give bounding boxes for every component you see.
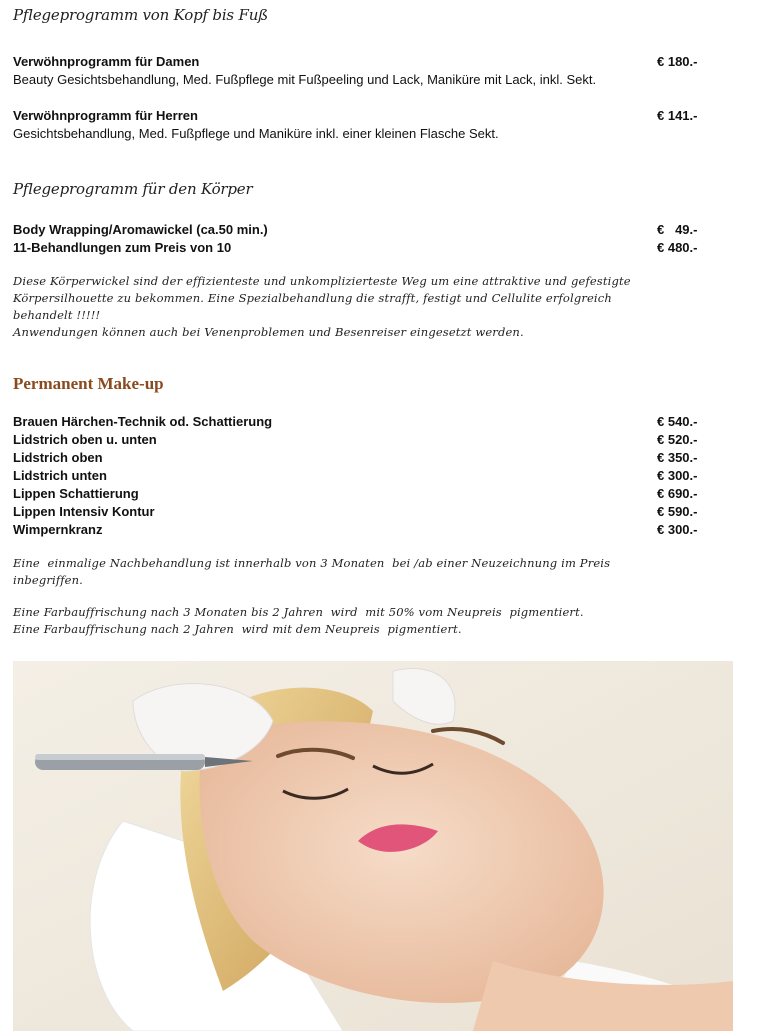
item-price-gentlemen: € 141.-: [657, 108, 698, 123]
section-heading-permanent-makeup: Permanent Make-up: [13, 374, 164, 393]
item-price: € 300.-: [657, 468, 698, 483]
note-line: Körpersilhouette zu bekommen. Eine Spezialbehandlung die strafft, festigt und Cellulite erfolgreich: [13, 291, 612, 305]
item-title: Lidstrich oben u. unten: [13, 432, 157, 447]
item-price-body-wrapping: € 49.-: [657, 222, 698, 237]
item-price: € 540.-: [657, 414, 698, 429]
note-line: Eine Farbauffrischung nach 3 Monaten bis 2 Jahren wird mit 50% vom Neupreis pigmentiert.: [13, 605, 584, 619]
note-line: inbegriffen.: [13, 573, 83, 587]
item-price-eleven-treatments: € 480.-: [657, 240, 698, 255]
note-line: Eine einmalige Nachbehandlung ist innerhalb von 3 Monaten bei /ab einer Neuzeichnung im Preis: [13, 556, 611, 570]
item-title: Lidstrich unten: [13, 468, 107, 483]
item-price: € 690.-: [657, 486, 698, 501]
note-line: Anwendungen können auch bei Venenproblemen und Besenreiser eingesetzt werden.: [13, 325, 524, 339]
item-title: Lippen Intensiv Kontur: [13, 504, 155, 519]
item-desc-gentlemen: Gesichtsbehandlung, Med. Fußpflege und Maniküre inkl. einer kleinen Flasche Sekt.: [13, 126, 499, 141]
section-heading-body: Pflegeprogramm für den Körper: [13, 180, 253, 198]
note-line: behandelt !!!!!: [13, 308, 101, 322]
item-title: Wimpernkranz: [13, 522, 103, 537]
item-title: Lidstrich oben: [13, 450, 103, 465]
item-title-eleven-treatments: 11-Behandlungen zum Preis von 10: [13, 240, 232, 255]
item-price: € 590.-: [657, 504, 698, 519]
item-price: € 350.-: [657, 450, 698, 465]
item-title: Brauen Härchen-Technik od. Schattierung: [13, 414, 273, 429]
item-price: € 520.-: [657, 432, 698, 447]
note-line: Diese Körperwickel sind der effizienteste und unkomplizierteste Weg um eine attraktive und gefestigte: [13, 274, 631, 288]
item-desc-ladies: Beauty Gesichtsbehandlung, Med. Fußpflege mit Fußpeeling und Lack, Maniküre mit Lack, inkl. Sekt.: [13, 72, 597, 87]
section-heading-head-to-toe: Pflegeprogramm von Kopf bis Fuß: [13, 6, 268, 24]
permanent-makeup-photo: [13, 661, 733, 1031]
item-title-body-wrapping: Body Wrapping/Aromawickel (ca.50 min.): [13, 222, 268, 237]
item-title: Lippen Schattierung: [13, 486, 139, 501]
item-title-gentlemen: Verwöhnprogramm für Herren: [13, 108, 198, 123]
note-line: Eine Farbauffrischung nach 2 Jahren wird mit dem Neupreis pigmentiert.: [13, 622, 462, 636]
item-title-ladies: Verwöhnprogramm für Damen: [13, 54, 200, 69]
item-price: € 300.-: [657, 522, 698, 537]
item-price-ladies: € 180.-: [657, 54, 698, 69]
